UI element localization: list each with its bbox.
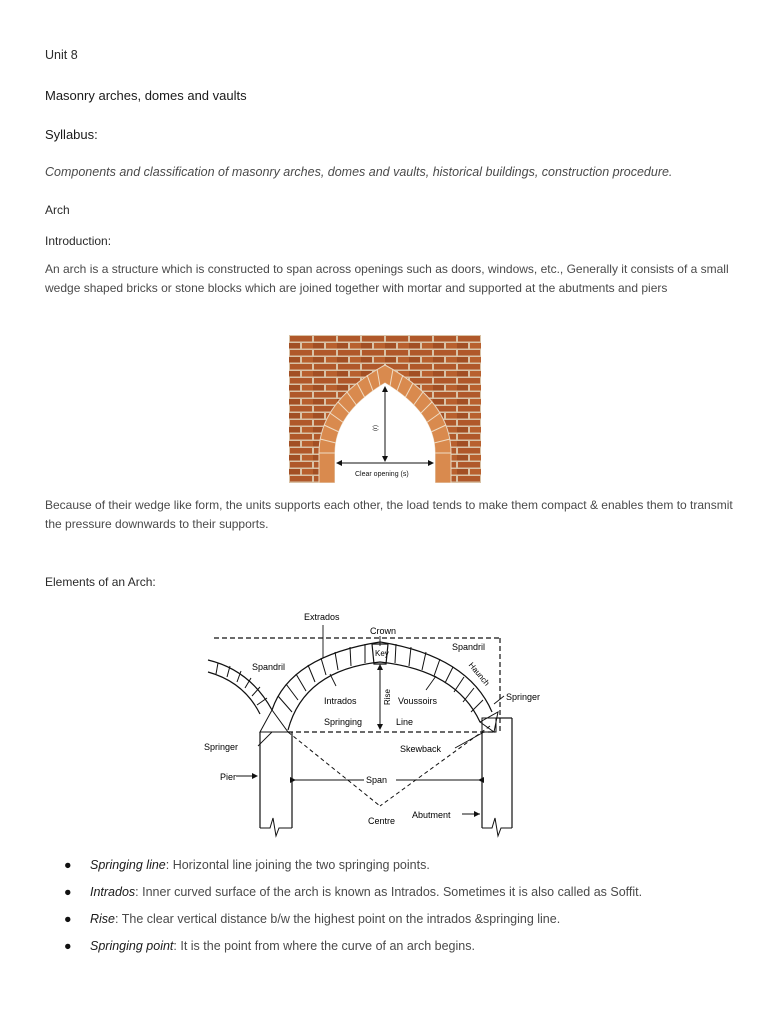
- rise-label: (r): [373, 425, 379, 431]
- syllabus-heading: Syllabus:: [45, 127, 98, 142]
- clear-opening-label: Clear opening (s): [355, 471, 409, 478]
- page-title: Masonry arches, domes and vaults: [45, 88, 247, 103]
- label-extrados: Extrados: [304, 612, 340, 622]
- label-key: Key: [375, 649, 389, 658]
- label-voussoirs: Voussoirs: [398, 696, 438, 706]
- brick-arch-figure: [289, 335, 481, 483]
- label-intrados: Intrados: [324, 696, 357, 706]
- bullet-term: Springing line: [90, 858, 166, 872]
- bullet-text: : Inner curved surface of the arch is known as Intrados. Sometimes it is also called as Soffit.: [135, 885, 643, 899]
- bullet-text: : Horizontal line joining the two springing points.: [165, 858, 430, 872]
- syllabus-text: Components and classification of masonry arches, domes and vaults, historical buildings, construction procedure.: [45, 165, 673, 179]
- centre-line-left: [288, 732, 380, 806]
- label-springer-left: Springer: [204, 742, 239, 752]
- label-pier: Pier: [220, 772, 237, 782]
- introduction-heading: Introduction:: [45, 234, 112, 248]
- label-springer-right: Springer: [506, 692, 541, 702]
- wedge-text: Because of their wedge like form, the units supports each other, the load tends to make them compact & enables them to transmit the pressure downwards to their supports.: [45, 498, 733, 531]
- label-line: Line: [396, 717, 414, 727]
- label-centre: Centre: [368, 816, 396, 826]
- label-crown: Crown: [370, 626, 397, 636]
- arch-heading: Arch: [45, 203, 70, 217]
- arch-elements-diagram: [200, 608, 552, 840]
- label-abutment: Abutment: [412, 810, 451, 820]
- bullet-text: : It is the point from where the curve of an arch begins.: [173, 939, 475, 953]
- bullet-text: : The clear vertical distance b/w the highest point on the intrados &springing line.: [115, 912, 561, 926]
- label-span: Span: [366, 775, 388, 785]
- bullet-term: Springing point: [90, 939, 174, 953]
- bullet-icon: ●: [64, 912, 72, 926]
- label-skewback: Skewback: [400, 744, 442, 754]
- right-springer: [480, 712, 498, 732]
- label-spandril-left: Spandril: [252, 662, 286, 672]
- bullet-icon: ●: [64, 939, 72, 953]
- label-spandril-right: Spandril: [452, 642, 486, 652]
- introduction-text: An arch is a structure which is constructed to span across openings such as doors, windows, etc., Generally it consists of a small wedge shaped bricks or stone blocks which are joined together with mortar and supported at the abutments and piers: [45, 262, 729, 295]
- elements-heading: Elements of an Arch:: [45, 575, 156, 589]
- bullet-term: Intrados: [90, 885, 136, 899]
- left-springer: [260, 710, 288, 732]
- bullet-icon: ●: [64, 858, 72, 872]
- label-rise: Rise: [383, 688, 392, 705]
- bullet-term: Rise: [90, 912, 116, 926]
- unit-label: Unit 8: [45, 48, 78, 62]
- label-haunch: Haunch: [466, 660, 492, 688]
- label-springing: Springing: [324, 717, 363, 727]
- bullet-icon: ●: [64, 885, 72, 899]
